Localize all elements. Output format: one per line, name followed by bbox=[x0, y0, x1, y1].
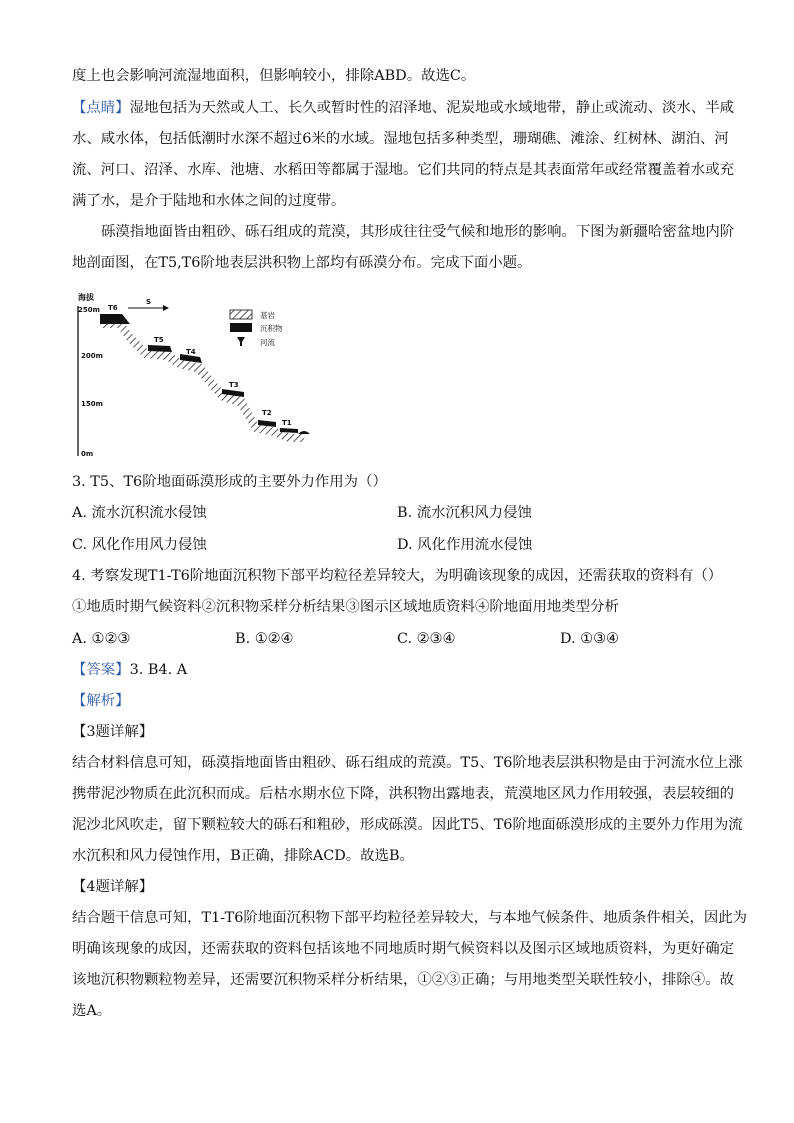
legend bbox=[230, 310, 283, 347]
dianjing-paragraph-line bbox=[72, 98, 734, 118]
legend-bedrock-swatch bbox=[230, 310, 252, 319]
sediment-t5 bbox=[148, 345, 172, 352]
detail-4-line: 明确该现象的成因，还需获取的资料包括该地不同地质时期气候资料以及图示区域地质资料，为更好确定 bbox=[72, 941, 734, 957]
legend-bedrock-label: 基岩 bbox=[260, 311, 275, 320]
answer-line bbox=[72, 660, 722, 680]
tick-label: 150m bbox=[81, 400, 103, 408]
q4-option-a: A. ①②③ bbox=[72, 631, 131, 647]
q3-option-b: B. 流水沉积风力侵蚀 bbox=[397, 505, 532, 521]
terrace-label: T4 bbox=[186, 348, 196, 356]
detail-4-line: 选A。 bbox=[72, 1003, 112, 1019]
terrace-label: T1 bbox=[282, 419, 292, 427]
detail-4-line: 结合题干信息可知，T1-T6阶地面沉积物下部平均粒径差异较大，与本地气候条件、地质条件相关，因此为 bbox=[72, 910, 748, 926]
detail-4-line: 该地沉积物颗粒物差异，还需要沉积物采样分析结果，①②③正确；与用地类型关联性较小，排除④。故 bbox=[72, 972, 734, 988]
analysis-tag: 【解析】 bbox=[72, 693, 130, 709]
detail-3-line: 结合材料信息可知，砾漠指地面皆由粗砂、砾石组成的荒漠。T5、T6阶地表层洪积物是由于河流水位上涨 bbox=[72, 755, 743, 771]
q3-option-a: A. 流水沉积流水侵蚀 bbox=[72, 505, 207, 521]
terrace-label: T5 bbox=[154, 336, 164, 344]
detail-3-line: 携带泥沙物质在此沉积而成。后枯水期水位下降，洪积物出露地表，荒漠地区风力作用较强，表层较细的 bbox=[72, 786, 734, 802]
question-4-materials: ①地质时期气候资料②沉积物采样分析结果③图示区域地质资料④阶地面用地类型分析 bbox=[72, 599, 619, 615]
tick-label: 250m bbox=[78, 306, 100, 314]
tick-label: 0m bbox=[81, 450, 94, 458]
y-axis-title: 海拔 bbox=[78, 293, 94, 302]
legend-river-label: 河流 bbox=[260, 338, 275, 347]
detail-4-tag: 【4题详解】 bbox=[72, 879, 154, 895]
q3-option-d: D. 风化作用流水侵蚀 bbox=[397, 537, 533, 553]
question-4-stem: 4. 考察发现T1-T6阶地面沉积物下部平均粒径差异较大，为明确该现象的成因，还需获取的资料有（） bbox=[72, 568, 723, 584]
legend-sediment-swatch bbox=[230, 323, 252, 332]
answer-tag: 【答案】 bbox=[72, 662, 130, 678]
intro-line: 砾漠指地面皆由粗砂、砾石组成的荒漠，其形成往往受气候和地形的影响。下图为新疆哈密盆地内阶 bbox=[101, 224, 735, 240]
terrace-label: T3 bbox=[229, 381, 239, 389]
tick-label: 200m bbox=[81, 352, 103, 360]
legend-sediment-label: 沉积物 bbox=[260, 324, 283, 333]
river-symbol bbox=[298, 431, 310, 434]
text-line: 水、咸水体，包括低潮时水深不超过6米的水域。湿地包括多种类型，珊瑚礁、滩涂、红树林、湖泊、河 bbox=[72, 131, 729, 147]
text-span: 湿地包括为天然或人工、长久或暂时性的沼泽地、泥炭地或水域地带，静止或流动、淡水、半咸 bbox=[129, 100, 734, 116]
detail-3-line: 水沉积和风力侵蚀作用，B正确，排除ACD。故选B。 bbox=[72, 848, 414, 864]
legend-river-swatch bbox=[237, 337, 245, 346]
sediment-t6 bbox=[100, 314, 130, 324]
answer-text: 3. B4. A bbox=[129, 662, 188, 678]
detail-3-tag: 【3题详解】 bbox=[72, 724, 154, 740]
q3-option-c: C. 风化作用风力侵蚀 bbox=[72, 537, 207, 553]
text-line: 满了水，是介于陆地和水体之间的过度带。 bbox=[72, 193, 346, 209]
q4-option-d: D. ①③④ bbox=[560, 631, 619, 647]
text-line: 度上也会影响河流湿地面积，但影响较小，排除ABD。故选C。 bbox=[72, 68, 476, 84]
text-line: 流、河口、沼泽、水库、池塘、水稻田等都属于湿地。它们共同的特点是其表面常年或经常覆盖着水或充 bbox=[72, 162, 734, 178]
terrace-label: T2 bbox=[262, 409, 272, 417]
terrace-profile-figure bbox=[72, 288, 322, 458]
dianjing-tag: 【点睛】 bbox=[72, 100, 130, 116]
detail-3-line: 泥沙北风吹走，留下颗粒较大的砾石和粗砂，形成砾漠。因此T5、T6阶地面砾漠形成的主要外力作用为流 bbox=[72, 817, 743, 833]
question-3-stem: 3. T5、T6阶地面砾漠形成的主要外力作用为（） bbox=[72, 474, 387, 490]
q4-option-b: B. ①②④ bbox=[235, 631, 294, 647]
q4-option-c: C. ②③④ bbox=[397, 631, 456, 647]
direction-label: S bbox=[146, 298, 152, 306]
intro-line: 地剖面图，在T5,T6阶地表层洪积物上部均有砾漠分布。完成下面小题。 bbox=[72, 255, 532, 271]
terrace-label: T6 bbox=[108, 304, 118, 312]
